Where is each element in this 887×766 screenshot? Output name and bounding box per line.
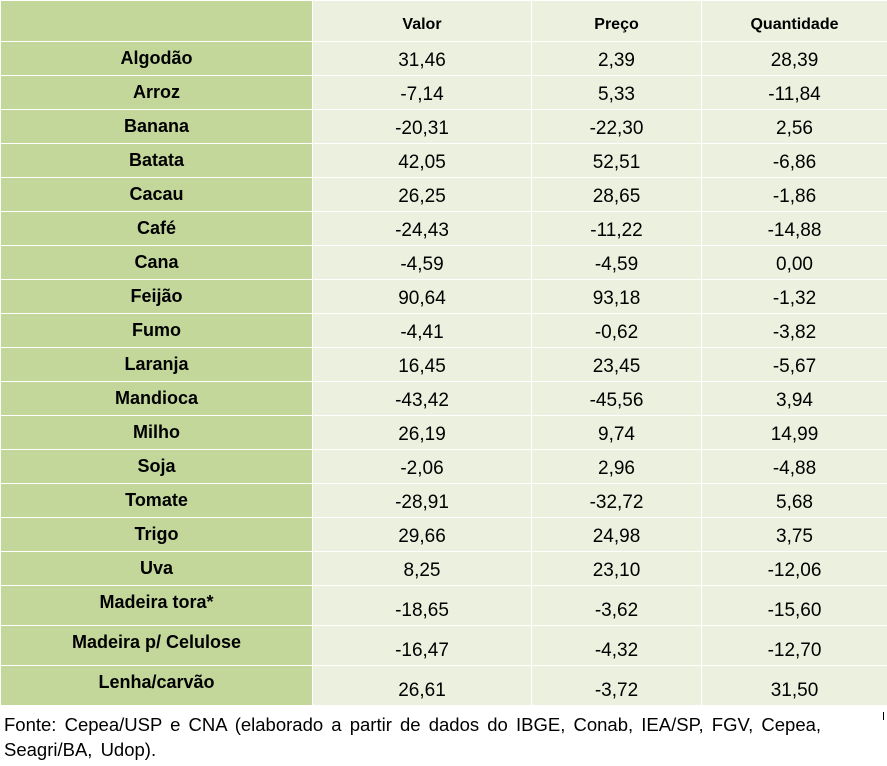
row-label: Uva	[1, 552, 313, 586]
row-label: Algodão	[1, 42, 313, 76]
row-label: Tomate	[1, 484, 313, 518]
row-label: Mandioca	[1, 382, 313, 416]
valor-cell: 29,66	[313, 518, 532, 552]
preco-cell: -0,62	[532, 314, 702, 348]
valor-cell: -28,91	[313, 484, 532, 518]
preco-cell: 2,39	[532, 42, 702, 76]
preco-cell: -3,62	[532, 586, 702, 626]
valor-cell: -4,59	[313, 246, 532, 280]
valor-cell: 42,05	[313, 144, 532, 178]
table-row	[1, 666, 887, 706]
table-row	[1, 484, 887, 518]
valor-cell: 90,64	[313, 280, 532, 314]
quantidade-cell: -12,06	[702, 552, 887, 586]
valor-cell: -2,06	[313, 450, 532, 484]
quantidade-cell: 3,94	[702, 382, 887, 416]
header-row	[1, 1, 887, 42]
row-label: Lenha/carvão	[1, 666, 313, 706]
row-label: Cana	[1, 246, 313, 280]
row-label: Fumo	[1, 314, 313, 348]
preco-cell: -4,59	[532, 246, 702, 280]
valor-cell: -4,41	[313, 314, 532, 348]
valor-cell: 26,19	[313, 416, 532, 450]
preco-cell: 5,33	[532, 76, 702, 110]
valor-cell: 16,45	[313, 348, 532, 382]
table-row	[1, 280, 887, 314]
valor-cell: 31,46	[313, 42, 532, 76]
preco-cell: 23,10	[532, 552, 702, 586]
preco-cell: 9,74	[532, 416, 702, 450]
table-row	[1, 552, 887, 586]
header-preco: Preço	[532, 1, 702, 42]
preco-cell: 93,18	[532, 280, 702, 314]
header-valor: Valor	[313, 1, 532, 42]
source-note	[4, 712, 879, 762]
valor-cell: 26,25	[313, 178, 532, 212]
preco-cell: -11,22	[532, 212, 702, 246]
table-row	[1, 348, 887, 382]
table-row	[1, 518, 887, 552]
preco-cell: 2,96	[532, 450, 702, 484]
table-row	[1, 246, 887, 280]
row-label: Laranja	[1, 348, 313, 382]
quantidade-cell: 14,99	[702, 416, 887, 450]
valor-cell: -20,31	[313, 110, 532, 144]
quantidade-cell: -14,88	[702, 212, 887, 246]
table-row	[1, 416, 887, 450]
quantidade-cell: 0,00	[702, 246, 887, 280]
quantidade-cell: -11,84	[702, 76, 887, 110]
table-body	[1, 42, 887, 706]
row-label: Café	[1, 212, 313, 246]
table-row	[1, 382, 887, 416]
table-row	[1, 586, 887, 626]
table-row	[1, 212, 887, 246]
quantidade-cell: -15,60	[702, 586, 887, 626]
valor-cell: -43,42	[313, 382, 532, 416]
row-label: Arroz	[1, 76, 313, 110]
valor-cell: -16,47	[313, 626, 532, 666]
table-row	[1, 110, 887, 144]
row-label: Batata	[1, 144, 313, 178]
row-label: Banana	[1, 110, 313, 144]
row-label: Madeira p/ Celulose	[1, 626, 313, 666]
row-label: Milho	[1, 416, 313, 450]
preco-cell: -3,72	[532, 666, 702, 706]
header-quantidade: Quantidade	[702, 1, 887, 42]
row-label: Madeira tora*	[1, 586, 313, 626]
table-edge-divider	[883, 712, 884, 720]
header-corner	[1, 1, 313, 42]
quantidade-cell: 3,75	[702, 518, 887, 552]
table-row	[1, 42, 887, 76]
valor-cell: 8,25	[313, 552, 532, 586]
preco-cell: -32,72	[532, 484, 702, 518]
table-row	[1, 626, 887, 666]
quantidade-cell: 31,50	[702, 666, 887, 706]
valor-cell: -24,43	[313, 212, 532, 246]
preco-cell: 23,45	[532, 348, 702, 382]
preco-cell: -45,56	[532, 382, 702, 416]
row-label: Trigo	[1, 518, 313, 552]
preco-cell: 28,65	[532, 178, 702, 212]
valor-cell: 26,61	[313, 666, 532, 706]
preco-cell: 52,51	[532, 144, 702, 178]
quantidade-cell: 5,68	[702, 484, 887, 518]
table-row	[1, 314, 887, 348]
table-row	[1, 76, 887, 110]
quantidade-cell: -4,88	[702, 450, 887, 484]
valor-cell: -7,14	[313, 76, 532, 110]
preco-cell: -4,32	[532, 626, 702, 666]
row-label: Cacau	[1, 178, 313, 212]
quantidade-cell: -5,67	[702, 348, 887, 382]
table-row	[1, 144, 887, 178]
table-row	[1, 178, 887, 212]
row-label: Feijão	[1, 280, 313, 314]
quantidade-cell: -3,82	[702, 314, 887, 348]
valor-cell: -18,65	[313, 586, 532, 626]
source-note-line-1: Fonte: Cepea/USP e CNA (elaborado a partir de dados do IBGE, Conab, IEA/SP, FGV, Cepea,	[4, 714, 822, 735]
quantidade-cell: 2,56	[702, 110, 887, 144]
quantidade-cell: -1,32	[702, 280, 887, 314]
table-row	[1, 450, 887, 484]
preco-cell: -22,30	[532, 110, 702, 144]
quantidade-cell: 28,39	[702, 42, 887, 76]
quantidade-cell: -6,86	[702, 144, 887, 178]
row-label: Soja	[1, 450, 313, 484]
source-note-line-2: Seagri/BA, Udop).	[4, 739, 157, 760]
quantidade-cell: -1,86	[702, 178, 887, 212]
quantidade-cell: -12,70	[702, 626, 887, 666]
preco-cell: 24,98	[532, 518, 702, 552]
